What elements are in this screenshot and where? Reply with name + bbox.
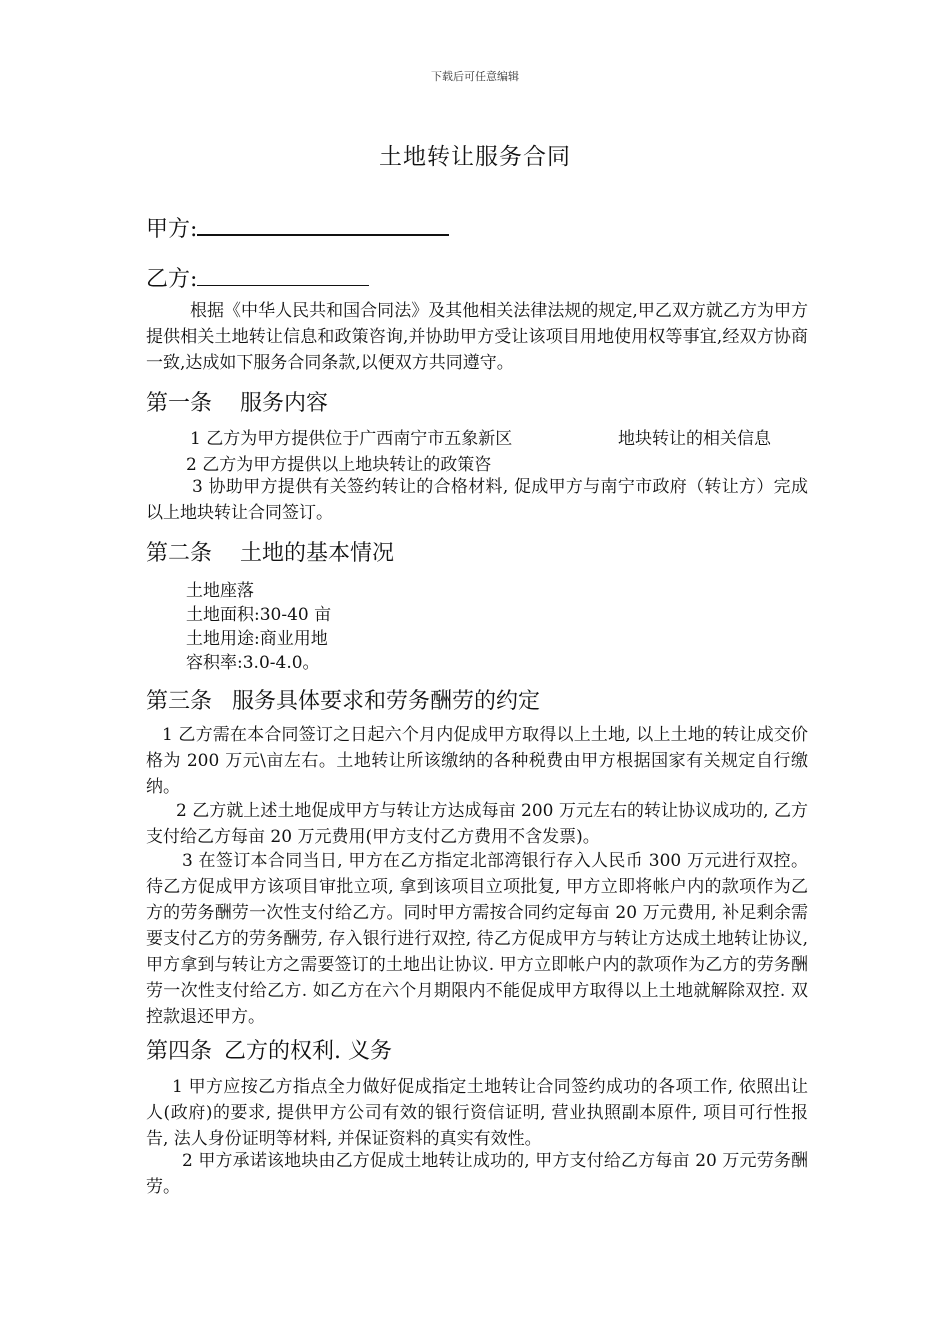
- article1-item3: [146, 474, 808, 526]
- article3-p2: [146, 798, 808, 850]
- article4-p2-text: 2 甲方承诺该地块由乙方促成土地转让成功的, 甲方支付给乙方每亩 20 万元劳务酬劳。: [146, 1151, 808, 1197]
- article1-item2: 2 乙方为甲方提供以上地块转让的政策咨: [186, 455, 492, 475]
- party-a-blank[interactable]: [197, 212, 449, 236]
- article1-num: 第一条: [146, 391, 213, 416]
- floor-area-ratio: 容积率:3.0-4.0。: [186, 653, 320, 673]
- party-a-label: 甲方:: [146, 217, 198, 242]
- article1-heading: [146, 386, 328, 417]
- article4-num: 第四条: [146, 1039, 213, 1064]
- party-b-label: 乙方:: [146, 267, 198, 292]
- party-a: [146, 212, 449, 243]
- article3-p3-text: 3 在签订本合同当日, 甲方在乙方指定北部湾银行存入人民币 300 万元进行双控。待乙方促成甲方该项目审批立项, 拿到该项目立项批复, 甲方立即将帐户内的款项作为乙方的劳务酬劳一次性支付给乙方。同时甲方需按合同约定每亩 20 万元费用, 补足剩余需要支付乙方的劳务酬劳, 存入银行进行双控, 待乙方促成甲方与转让方达成土地转让协议, 甲方拿到与转让方之需要签订的土地出让协议. 甲方立即帐户内的款项作为乙方的劳务酬劳一次性支付给乙方. 如乙方在六个月期限内不能促成甲方取得以上土地就解除双控. 双控款退还甲方。: [146, 851, 808, 1027]
- article2-heading: [146, 536, 394, 567]
- article1-title: 服务内容: [240, 391, 329, 416]
- land-area: 土地面积:30-40 亩: [186, 605, 332, 625]
- article1-item1a: 1 乙方为甲方提供位于广西南宁市五象新区: [190, 429, 513, 449]
- article3-heading: [146, 684, 540, 715]
- article2-title: 土地的基本情况: [240, 541, 395, 566]
- article4-p2: [146, 1148, 808, 1200]
- article3-p1: [146, 722, 808, 800]
- article3-title: 服务具体要求和劳务酬劳的约定: [232, 689, 541, 714]
- article2-num: 第二条: [146, 541, 213, 566]
- article1-item3-text: 3 协助甲方提供有关签约转让的合格材料, 促成甲方与南宁市政府（转让方）完成以上地块转让合同签订。: [146, 477, 808, 523]
- header-note: 下载后可任意编辑: [431, 70, 519, 83]
- article3-p2-text: 2 乙方就上述土地促成甲方与转让方达成每亩 200 万元左右的转让协议成功的, 乙方支付给乙方每亩 20 万元费用(甲方支付乙方费用不含发票)。: [146, 801, 808, 847]
- party-b: [146, 262, 369, 293]
- land-location: 土地座落: [186, 581, 254, 601]
- article4-p1: [146, 1074, 808, 1152]
- intro-text: 根据《中华人民共和国合同法》及其他相关法律法规的规定,甲乙双方就乙方为甲方提供相关土地转让信息和政策咨询,并协助甲方受让该项目用地使用权等事宜,经双方协商一致,达成如下服务合同条款,以便双方共同遵守。: [146, 301, 808, 373]
- article3-num: 第三条: [146, 689, 213, 714]
- article4-title: 乙方的权利. 义务: [224, 1039, 393, 1064]
- article3-p3: [146, 848, 808, 1030]
- article1-item1b: 地块转让的相关信息: [618, 429, 771, 449]
- document-title: 土地转让服务合同: [379, 144, 571, 170]
- article3-p1-text: 1 乙方需在本合同签订之日起六个月内促成甲方取得以上土地, 以上土地的转让成交价格为 200 万元\亩左右。土地转让所该缴纳的各种税费由甲方根据国家有关规定自行缴纳。: [146, 725, 808, 797]
- land-use: 土地用途:商业用地: [186, 629, 328, 649]
- article4-p1-text: 1 甲方应按乙方指点全力做好促成指定土地转让合同签约成功的各项工作, 依照出让人(政府)的要求, 提供甲方公司有效的银行资信证明, 营业执照副本原件, 项目可行性报告, 法人身份证明等材料, 并保证资料的真实有效性。: [146, 1077, 808, 1149]
- party-b-blank[interactable]: [197, 263, 369, 286]
- article4-heading: [146, 1034, 392, 1065]
- intro-paragraph: [146, 298, 808, 376]
